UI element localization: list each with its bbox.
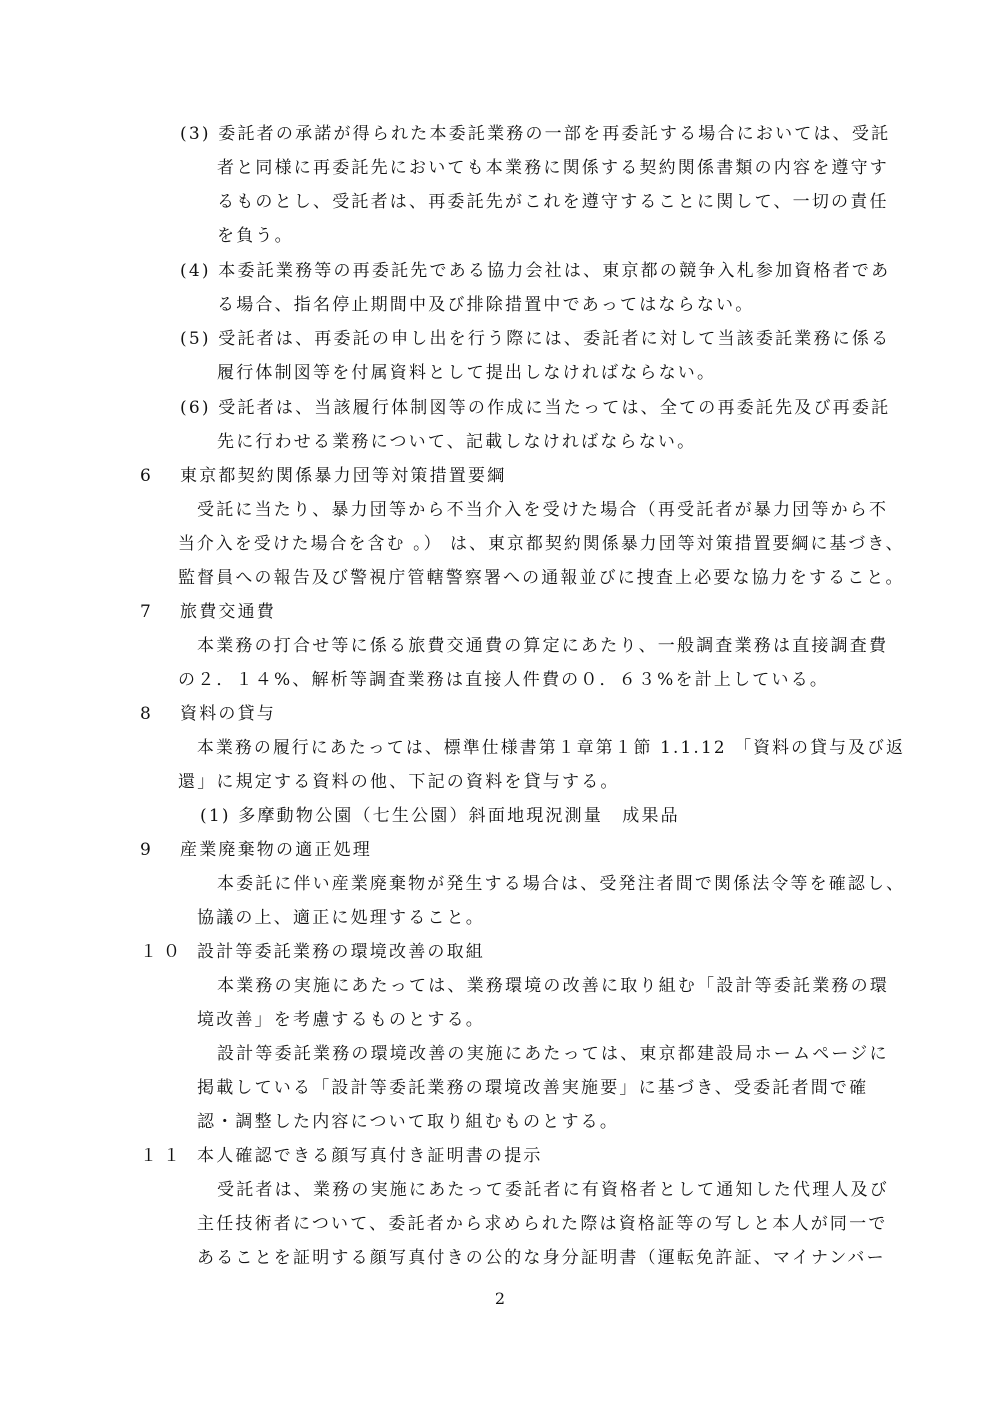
text-line: 還」に規定する資料の他、下記の資料を貸与する。 [178,772,620,792]
section-heading: 資料の貸与 [180,704,276,724]
section-number: １１ [140,1146,186,1166]
text-line: 先に行わせる業務について、記載しなければならない。 [217,432,697,452]
text-line: あることを証明する顔写真付きの公的な身分証明書（運転免許証、マイナンバー [197,1248,886,1268]
text-line: 者と同様に再委託先においても本業務に関係する契約関係書類の内容を遵守す [217,158,889,178]
section-number: 9 [140,840,151,860]
section-number: 7 [140,602,151,622]
text-line: るものとし、受託者は、再委託先がこれを遵守することに関して、一切の責任 [217,192,889,212]
text-line: (3) 委託者の承諾が得られた本委託業務の一部を再委託する場合においては、受託 [180,124,891,144]
text-line: 受託者は、業務の実施にあたって委託者に有資格者として通知した代理人及び [217,1180,889,1200]
text-line: 監督員への報告及び警視庁管轄警察署への通報並びに捜査上必要な協力をすること。 [178,568,905,588]
text-line: (5) 受託者は、再委託の申し出を行う際には、委託者に対して当該委託業務に係る [180,329,891,349]
text-line: 履行体制図等を付属資料として提出しなければならない。 [217,363,717,383]
section-heading: 本人確認できる顔写真付き証明書の提示 [197,1146,543,1166]
text-line: 認・調整した内容について取り組むものとする。 [197,1112,620,1132]
section-number: 8 [140,704,151,724]
text-line: 境改善」を考慮するものとする。 [197,1010,485,1030]
section-heading: 設計等委託業務の環境改善の取組 [197,942,485,962]
text-line: 協議の上、適正に処理すること。 [197,908,485,928]
text-line: 当介入を受けた場合を含む 。） は、東京都契約関係暴力団等対策措置要綱に基づき、 [178,534,905,554]
section-heading: 産業廃棄物の適正処理 [180,840,372,860]
text-line: 本委託に伴い産業廃棄物が発生する場合は、受発注者間で関係法令等を確認し、 [217,874,906,894]
section-number: 6 [140,466,151,486]
text-line: を負う。 [217,226,294,246]
section-heading: 旅費交通費 [180,602,276,622]
text-line: (4) 本委託業務等の再委託先である協力会社は、東京都の競争入札参加資格者であ [180,261,891,281]
page-number: 2 [494,1289,506,1308]
section-number: １０ [140,942,186,962]
text-line: る場合、指名停止期間中及び排除措置中であってはならない。 [217,295,755,315]
text-line: 設計等委託業務の環境改善の実施にあたっては、東京都建設局ホームページに [217,1044,889,1064]
text-line: 本業務の実施にあたっては、業務環境の改善に取り組む「設計等委託業務の環 [217,976,889,996]
text-line: (1) 多摩動物公園（七生公園）斜面地現況測量 成果品 [200,806,680,826]
text-line: 本業務の打合せ等に係る旅費交通費の算定にあたり、一般調査業務は直接調査費 [197,636,889,656]
text-line: の２．１４%、解析等調査業務は直接人件費の０．６３%を計上している。 [178,670,830,690]
section-heading: 東京都契約関係暴力団等対策措置要綱 [180,466,507,486]
text-line: 掲載している「設計等委託業務の環境改善実施要」に基づき、受委託者間で確 [197,1078,869,1098]
text-line: (6) 受託者は、当該履行体制図等の作成に当たっては、全ての再委託先及び再委託 [180,398,891,418]
text-line: 受託に当たり、暴力団等から不当介入を受けた場合（再受託者が暴力団等から不 [197,500,889,520]
text-line: 主任技術者について、委託者から求められた際は資格証等の写しと本人が同一で [197,1214,888,1234]
text-line: 本業務の履行にあたっては、標準仕様書第１章第１節 1.1.12 「資料の貸与及び返 [197,738,906,758]
